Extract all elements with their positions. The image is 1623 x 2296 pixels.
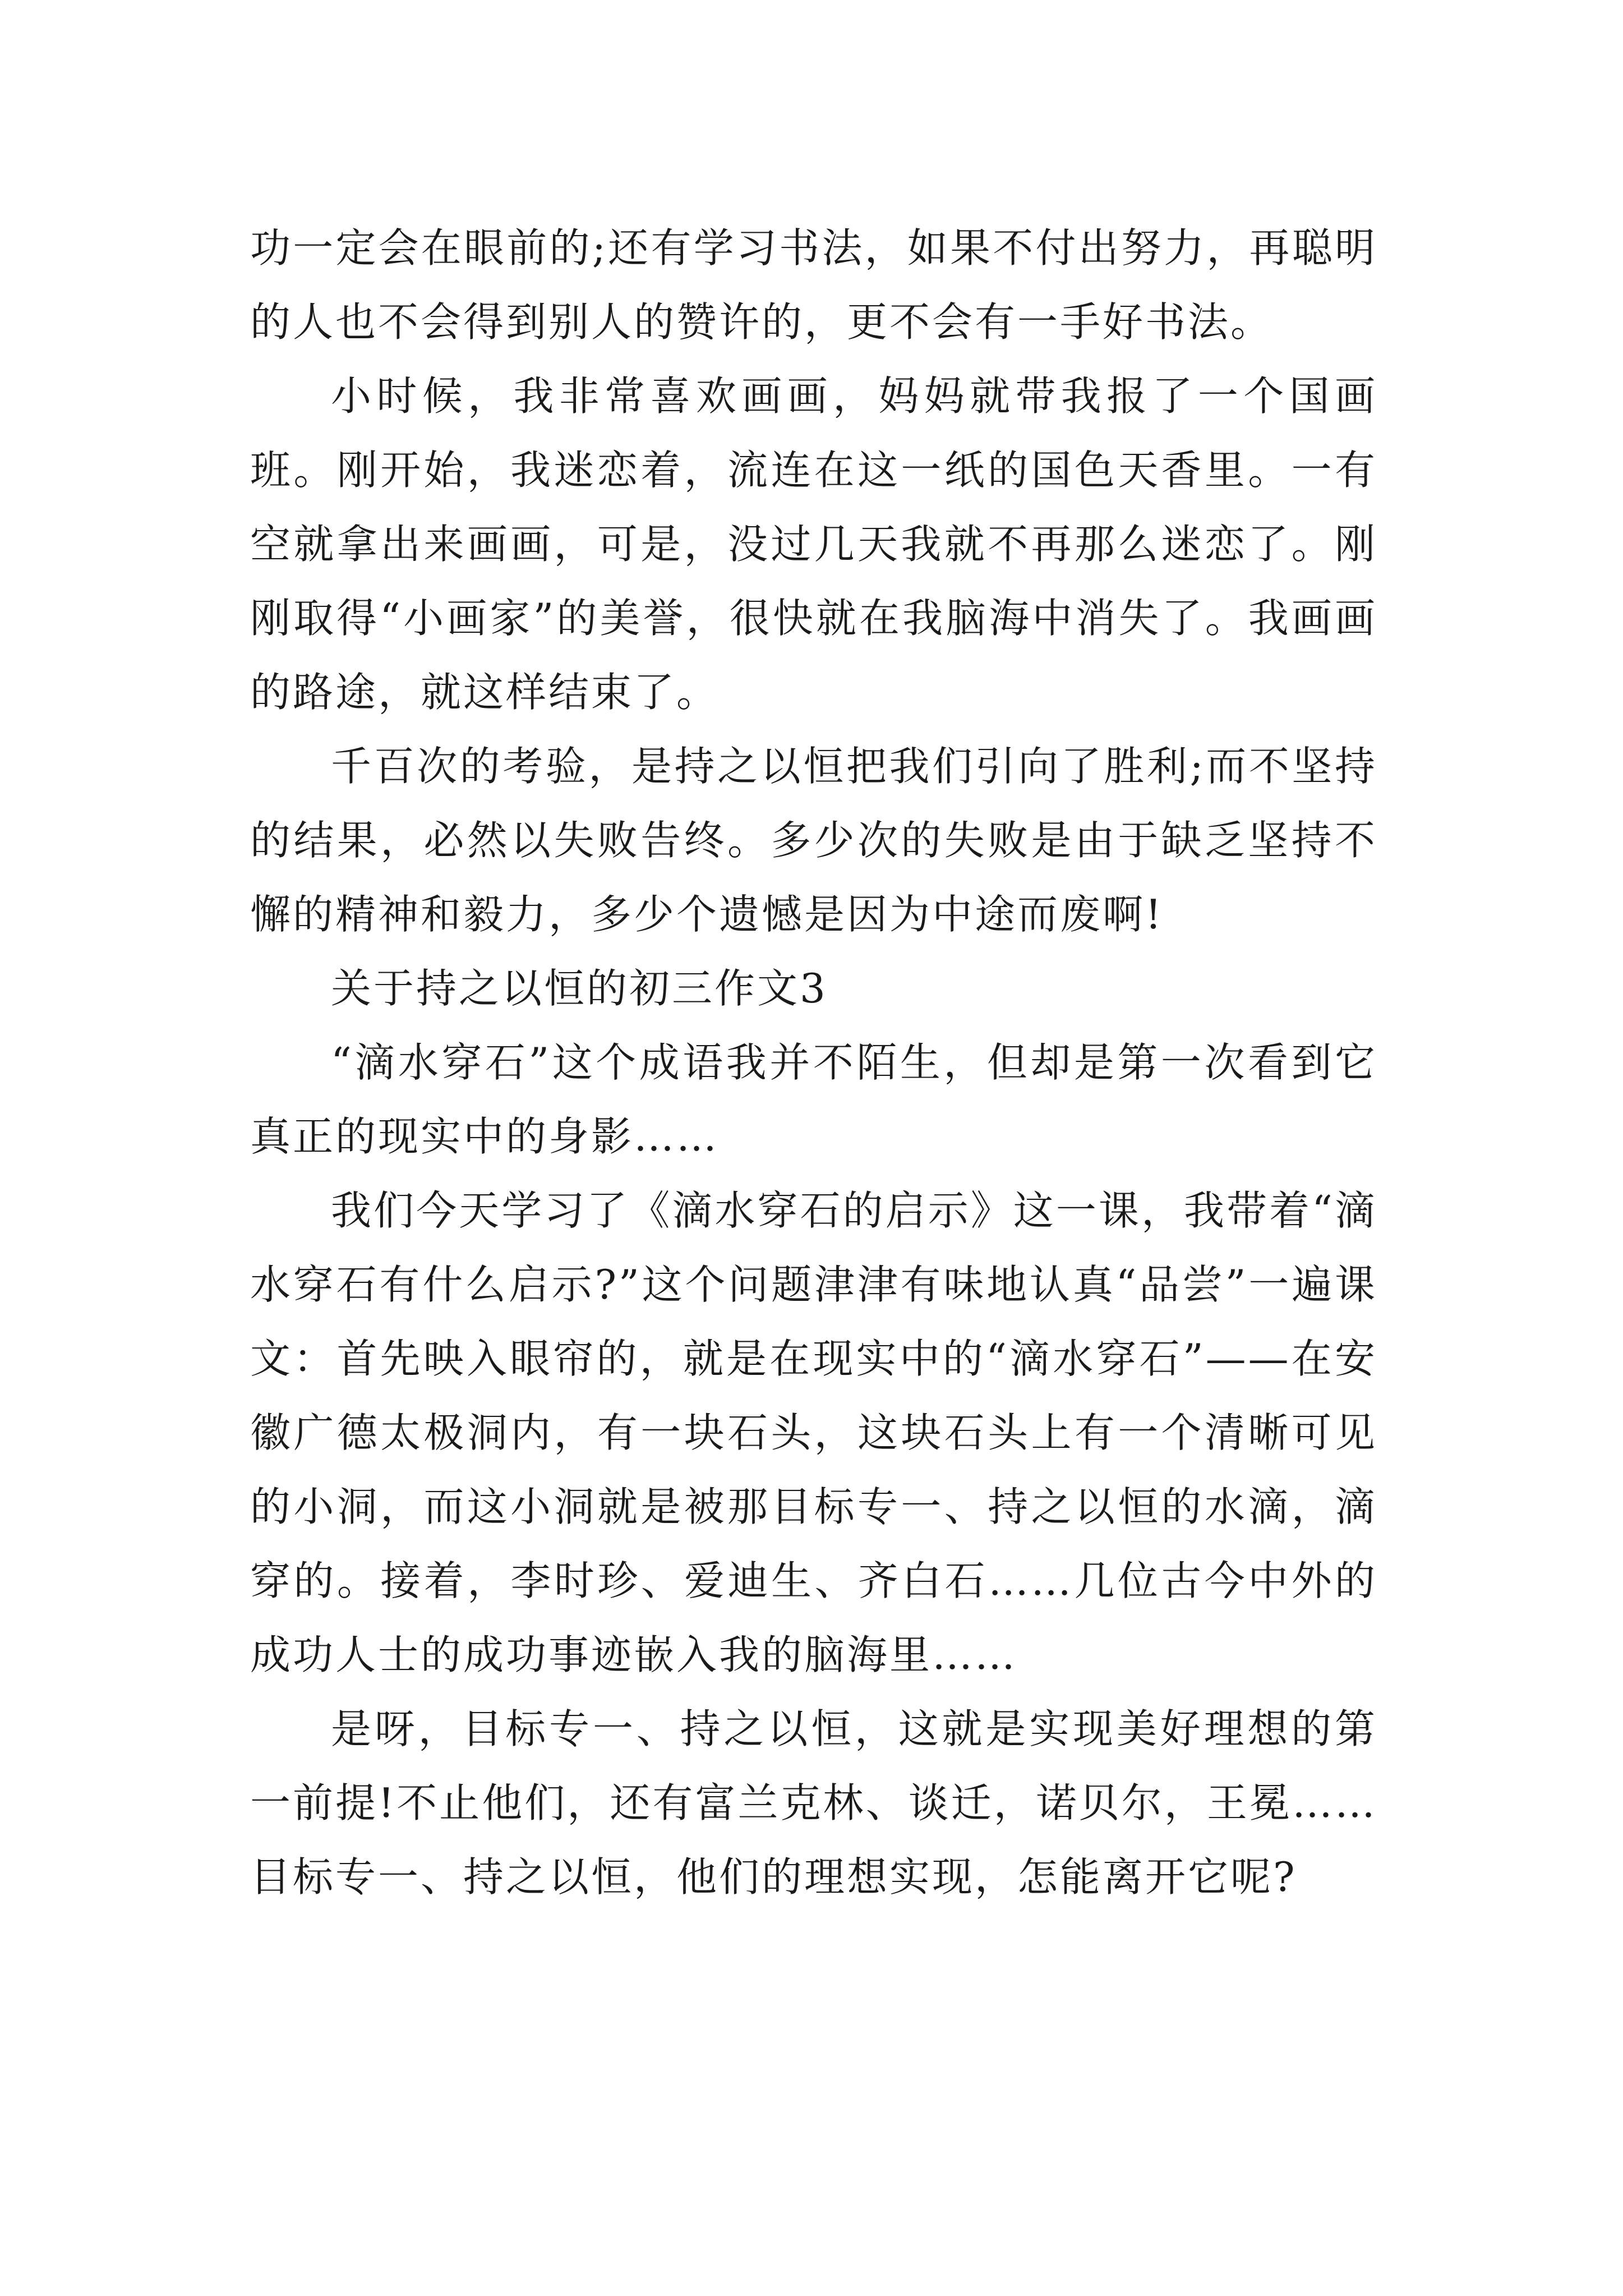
paragraph-4: “滴水穿石”这个成语我并不陌生，但却是第一次看到它真正的现实中的身影…… — [250, 1039, 1377, 1160]
paragraph-2: 小时候，我非常喜欢画画，妈妈就带我报了一个国画班。刚开始，我迷恋着，流连在这一纸的国色天香里。一有空就拿出来画画，可是，没过几天我就不再那么迷恋了。刚刚取得“小画家”的美誉，很快就在我脑海中消失了。我画画的路途，就这样结束了。 — [250, 372, 1377, 716]
paragraph-1: 功一定会在眼前的;还有学习书法，如果不付出努力，再聪明的人也不会得到别人的赞许的，更不会有一手好书法。 — [250, 224, 1377, 346]
paragraph-5: 我们今天学习了《滴水穿石的启示》这一课，我带着“滴水穿石有什么启示?”这个问题津津有味地认真“品尝”一遍课文：首先映入眼帘的，就是在现实中的“滴水穿石”——在安徽广德太极洞内，有一块石头，这块石头上有一个清晰可见的小洞，而这小洞就是被那目标专一、持之以恒的水滴，滴穿的。接着，李时珍、爱迪生、齐白石……几位古今中外的成功人士的成功事迹嵌入我的脑海里…… — [250, 1187, 1377, 1678]
document-body — [250, 211, 1377, 1914]
paragraph-6: 是呀，目标专一、持之以恒，这就是实现美好理想的第一前提!不止他们，还有富兰克林、谈迁，诺贝尔，王冕……目标专一、持之以恒，他们的理想实现，怎能离开它呢? — [250, 1705, 1377, 1901]
paragraph-3: 千百次的考验，是持之以恒把我们引向了胜利;而不坚持的结果，必然以失败告终。多少次的失败是由于缺乏坚持不懈的精神和毅力，多少个遗憾是因为中途而废啊! — [250, 743, 1377, 938]
essay-heading: 关于持之以恒的初三作文3 — [331, 965, 828, 1012]
